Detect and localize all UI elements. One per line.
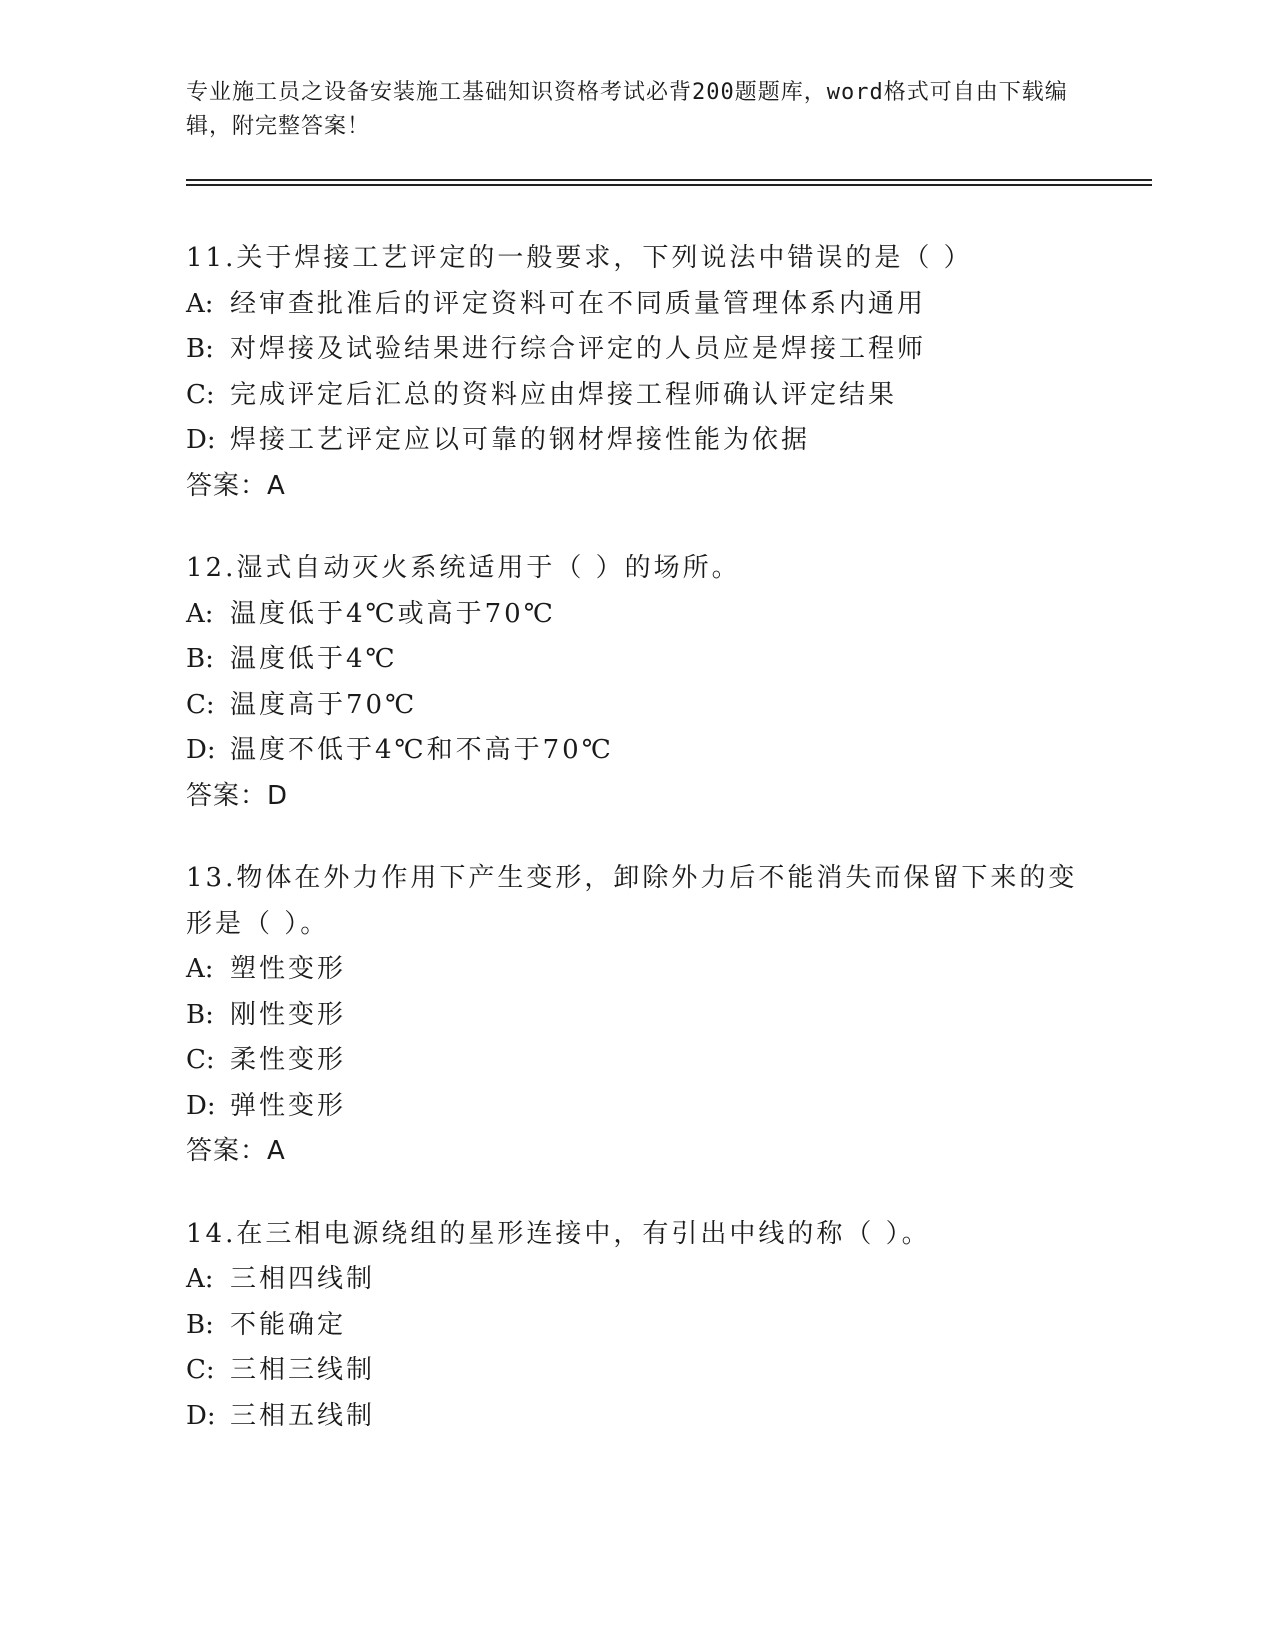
option-key: D:	[186, 425, 216, 455]
option-text: 刚性变形	[230, 999, 347, 1030]
option-d	[186, 1084, 1106, 1130]
answer-line: 答案：A	[186, 1136, 286, 1166]
option-key: A:	[186, 598, 214, 629]
option-key: D:	[186, 735, 216, 765]
option-key: C:	[186, 689, 215, 720]
question-stem: 12.湿式自动灭火系统适用于（ ）的场所。	[186, 553, 741, 583]
option-text: 温度不低于4℃和不高于70℃	[230, 735, 614, 765]
option-a	[186, 947, 1106, 993]
option-key: B:	[186, 644, 214, 674]
option-a	[186, 282, 1106, 328]
option-key: B:	[186, 999, 214, 1030]
question-stem: 13.物体在外力作用下产生变形，卸除外力后不能消失而保留下来的变形是（ ）。	[186, 863, 1078, 939]
option-key: C:	[186, 379, 215, 410]
document-title: 专业施工员之设备安装施工基础知识资格考试必背200题题库，word格式可自由下载编辑，附完整答案！	[186, 80, 1068, 139]
option-key: A:	[186, 288, 214, 319]
option-text: 不能确定	[230, 1309, 347, 1340]
question-item	[186, 856, 1106, 1175]
header-divider-bottom	[186, 184, 1152, 186]
option-c	[186, 1038, 1106, 1084]
header-divider-top	[186, 179, 1152, 181]
option-text: 焊接工艺评定应以可靠的钢材焊接性能为依据	[230, 425, 811, 455]
option-text: 温度低于4℃或高于70℃	[230, 598, 556, 629]
option-b	[186, 1303, 1106, 1349]
question-stem: 11.关于焊接工艺评定的一般要求，下列说法中错误的是（ ）	[186, 243, 973, 273]
option-text: 塑性变形	[230, 954, 347, 984]
option-b	[186, 993, 1106, 1039]
question-list	[186, 236, 1106, 1476]
option-key: C:	[186, 1045, 215, 1075]
option-key: A:	[186, 1264, 214, 1294]
option-c	[186, 1348, 1106, 1394]
option-key: C:	[186, 1355, 215, 1385]
option-key: B:	[186, 334, 214, 364]
option-key: B:	[186, 1309, 214, 1340]
question-item	[186, 1212, 1106, 1440]
option-text: 对焊接及试验结果进行综合评定的人员应是焊接工程师	[230, 334, 927, 364]
option-text: 三相四线制	[230, 1264, 376, 1294]
option-text: 温度低于4℃	[230, 644, 398, 674]
option-b	[186, 637, 1106, 683]
option-d	[186, 1394, 1106, 1440]
option-c	[186, 373, 1106, 419]
option-text: 三相三线制	[230, 1355, 376, 1385]
option-b	[186, 327, 1106, 373]
option-key: D:	[186, 1090, 216, 1121]
option-d	[186, 418, 1106, 464]
question-item	[186, 546, 1106, 819]
option-text: 三相五线制	[230, 1400, 376, 1431]
option-key: A:	[186, 954, 214, 984]
option-text: 弹性变形	[230, 1090, 347, 1121]
option-key: D:	[186, 1400, 216, 1431]
option-text: 柔性变形	[230, 1045, 347, 1075]
document-header	[186, 76, 1086, 144]
option-text: 温度高于70℃	[230, 689, 418, 720]
option-text: 经审查批准后的评定资料可在不同质量管理体系内通用	[230, 288, 927, 319]
question-item	[186, 236, 1106, 509]
option-text: 完成评定后汇总的资料应由焊接工程师确认评定结果	[230, 379, 898, 410]
option-c	[186, 683, 1106, 729]
question-stem: 14.在三相电源绕组的星形连接中，有引出中线的称（ ）。	[186, 1218, 931, 1249]
option-d	[186, 728, 1106, 774]
option-a	[186, 592, 1106, 638]
answer-line: 答案：A	[186, 470, 286, 501]
answer-line: 答案：D	[186, 780, 289, 811]
option-a	[186, 1257, 1106, 1303]
